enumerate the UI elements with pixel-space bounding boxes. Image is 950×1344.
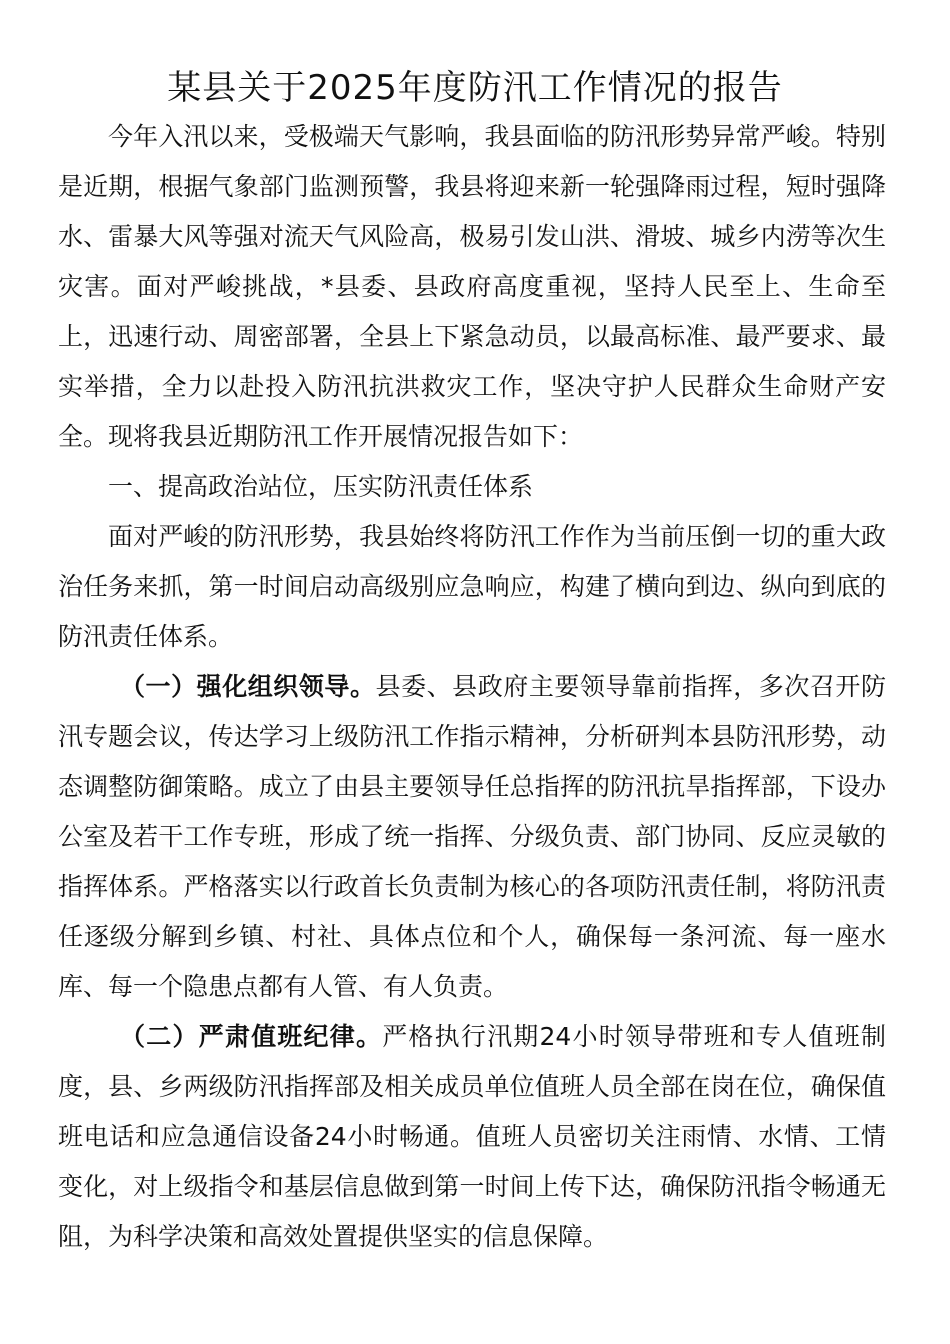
subsection-text: 严格执行汛期24小时领导带班和专人值班制度，县、乡两级防汛指挥部及相关成员单位值班人员全部在岗在位，确保值班电话和应急通信设备24小时畅通。值班人员密切关注雨情、水情、工情变化，对上级指令和基层信息做到第一时间上传下达，确保防汛指令畅通无阻，为科学决策和高效处置提供坚实的信息保障。 bbox=[58, 1022, 886, 1251]
subsection-paragraph bbox=[58, 662, 886, 1012]
subsection-text: 县委、县政府主要领导靠前指挥，多次召开防汛专题会议，传达学习上级防汛工作指示精神，分析研判本县防汛形势，动态调整防御策略。成立了由县主要领导任总指挥的防汛抗旱指挥部，下设办公室及若干工作专班，形成了统一指挥、分级负责、部门协同、反应灵敏的指挥体系。严格落实以行政首长负责制为核心的各项防汛责任制，将防汛责任逐级分解到乡镇、村社、具体点位和个人，确保每一条河流、每一座水库、每一个隐患点都有人管、有人负责。 bbox=[58, 672, 886, 1001]
subsection-lead: （一）强化组织领导。 bbox=[120, 672, 376, 701]
intro-paragraph: 今年入汛以来，受极端天气影响，我县面临的防汛形势异常严峻。特别是近期，根据气象部门监测预警，我县将迎来新一轮强降雨过程，短时强降水、雷暴大风等强对流天气风险高，极易引发山洪、滑坡、城乡内涝等次生灾害。面对严峻挑战，*县委、县政府高度重视，坚持人民至上、生命至上，迅速行动、周密部署，全县上下紧急动员，以最高标准、最严要求、最实举措，全力以赴投入防汛抗洪救灾工作，坚决守护人民群众生命财产安全。现将我县近期防汛工作开展情况报告如下： bbox=[58, 122, 886, 451]
section-heading: 一、提高政治站位，压实防汛责任体系 bbox=[108, 472, 534, 501]
subsection-lead: （二）严肃值班纪律。 bbox=[120, 1022, 383, 1051]
subsection-paragraph bbox=[58, 1012, 886, 1262]
document-title: 某县关于2025年度防汛工作情况的报告 bbox=[167, 68, 783, 108]
section-body: 面对严峻的防汛形势，我县始终将防汛工作作为当前压倒一切的重大政治任务来抓，第一时间启动高级别应急响应，构建了横向到边、纵向到底的防汛责任体系。 bbox=[58, 522, 886, 651]
